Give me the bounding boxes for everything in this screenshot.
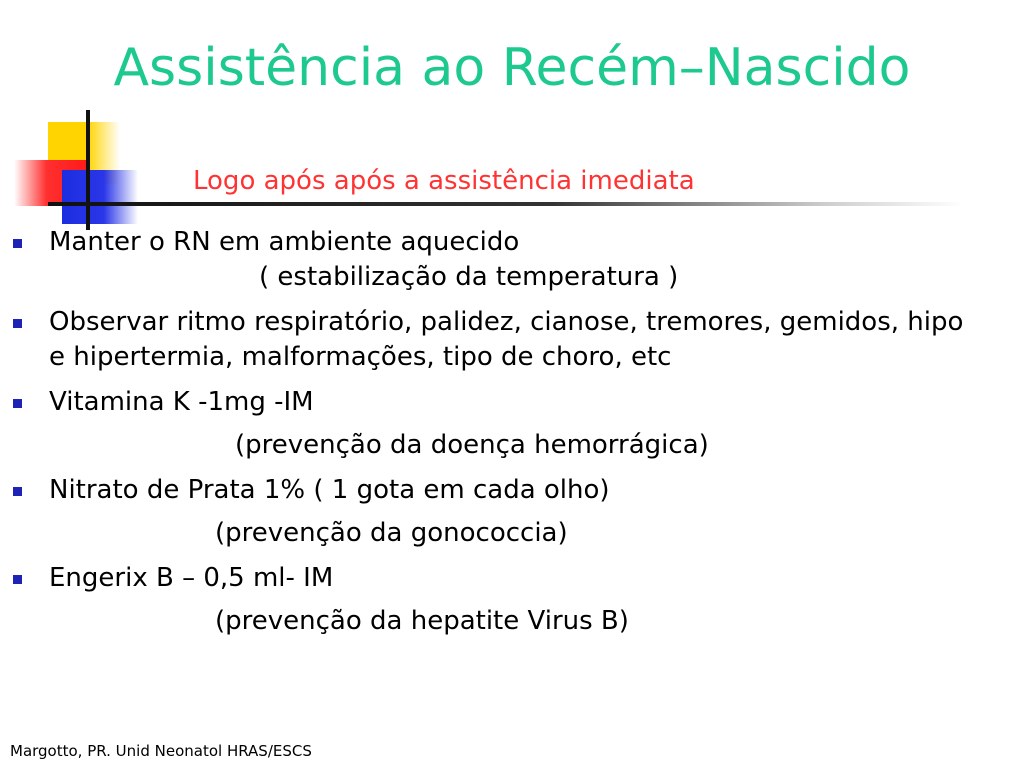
- bullet-list: [0, 225, 1024, 639]
- bullet-item: [0, 473, 1024, 551]
- bullet-text: Vitamina K -1mg -IM: [49, 387, 314, 417]
- bullet-text: Nitrato de Prata 1% ( 1 gota em cada olho): [49, 475, 610, 505]
- bullet-item: [0, 305, 1024, 375]
- vertical-divider: [86, 110, 90, 230]
- bullet-subtext: (prevenção da gonococcia): [215, 518, 568, 548]
- bullet-marker-icon: [13, 399, 22, 408]
- bullet-subtext: ( estabilização da temperatura ): [259, 262, 679, 292]
- bullet-marker-icon: [13, 487, 22, 496]
- horizontal-divider: [48, 202, 964, 206]
- blue-square: [62, 170, 138, 224]
- bullet-marker-icon: [13, 575, 22, 584]
- bullet-text: Manter o RN em ambiente aquecido: [49, 227, 520, 257]
- slide-title: Assistência ao Recém–Nascido: [113, 38, 911, 98]
- bullet-text: Engerix B – 0,5 ml- IM: [49, 563, 334, 593]
- slide-subtitle: Logo após após a assistência imediata: [193, 166, 695, 196]
- bullet-text: Observar ritmo respiratório, palidez, cianose, tremores, gemidos, hipo e hipertermia, malformações, tipo de choro, etc: [49, 307, 964, 372]
- bullet-marker-icon: [13, 239, 22, 248]
- bullet-item: [0, 385, 1024, 463]
- bullet-subtext: (prevenção da doença hemorrágica): [235, 430, 709, 460]
- bullet-item: [0, 225, 1024, 295]
- slide-footer: Margotto, PR. Unid Neonatol HRAS/ESCS: [10, 742, 312, 760]
- bullet-item: [0, 561, 1024, 639]
- decorative-squares-logo: [0, 100, 140, 230]
- bullet-marker-icon: [13, 319, 22, 328]
- bullet-subtext: (prevenção da hepatite Virus B): [215, 606, 629, 636]
